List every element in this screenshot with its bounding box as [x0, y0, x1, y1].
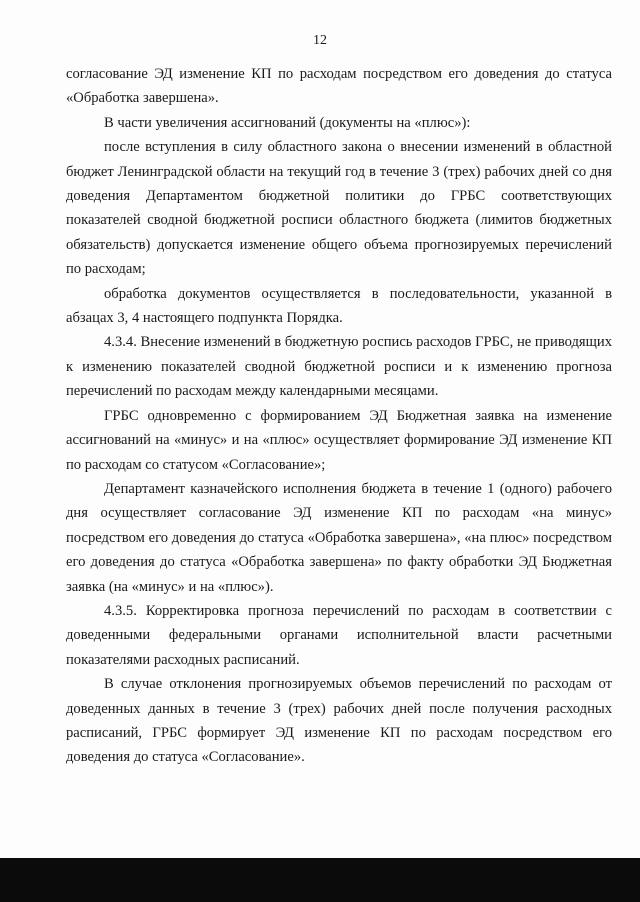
paragraph: согласование ЭД изменение КП по расходам посредством его доведения до статуса «Обработка завершена». [66, 66, 612, 107]
paragraph: В случае отклонения прогнозируемых объемов перечислений по расходам от доведенных данных в течение 3 (трех) рабочих дней после получения расходных расписаний, ГРБС формирует ЭД изменение КП по расходам посредством его доведения до статуса «Согласование». [66, 676, 612, 766]
paragraph: ГРБС одновременно с формированием ЭД Бюджетная заявка на изменение ассигнований на «минус» и на «плюс» осуществляет формирование ЭД изменение КП по расходам со статусом «Согласование»; [66, 407, 612, 473]
document-body [66, 62, 612, 770]
paragraph: Департамент казначейского исполнения бюджета в течение 1 (одного) рабочего дня осуществляет согласование ЭД изменение КП по расходам «на минус» посредством его доведения до статуса «Обработка завершена», «на плюс» посредством его доведения до статуса «Обработка завершена» по факту обработки ЭД Бюджетная заявка (на «минус» и на «плюс»). [66, 480, 612, 595]
page-number: 12 [313, 33, 327, 48]
paragraph: после вступления в силу областного закона о внесении изменений в областной бюджет Ленинградской области на текущий год в течение 3 (трех) рабочих дней со дня доведения Департаментом бюджетной политики до ГРБС соответствующих показателей сводной бюджетной росписи областного бюджета (лимитов бюджетных обязательств) допускается изменение общего объема прогнозируемых перечислений по расходам; [66, 139, 612, 278]
scan-bottom-border [0, 858, 640, 902]
paragraph: обработка документов осуществляется в последовательности, указанной в абзацах 3, 4 настоящего подпункта Порядка. [66, 285, 612, 327]
section-paragraph-4-3-5: 4.3.5. Корректировка прогноза перечислений по расходам в соответствии с доведенными федеральными органами исполнительной власти расчетными показателями расходных расписаний. [66, 602, 612, 668]
paragraph: В части увеличения ассигнований (документы на «плюс»): [104, 114, 471, 131]
section-paragraph-4-3-4: 4.3.4. Внесение изменений в бюджетную роспись расходов ГРБС, не приводящих к изменению показателей сводной бюджетной росписи и к изменению прогноза перечислений по расходам между календарными месяцами. [66, 334, 612, 400]
